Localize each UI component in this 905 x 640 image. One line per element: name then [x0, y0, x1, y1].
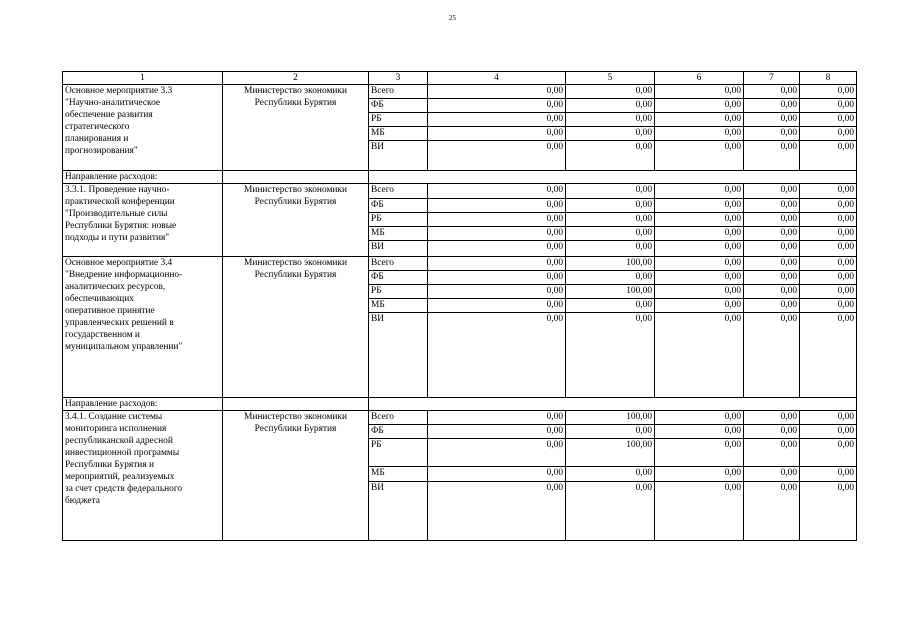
value-cell: 0,00 — [800, 227, 857, 241]
column-number-6: 6 — [655, 72, 744, 85]
value-cell: 0,00 — [744, 213, 800, 227]
table-row — [63, 184, 857, 199]
value-cell: 0,00 — [800, 199, 857, 213]
value-cell: 0,00 — [744, 127, 800, 141]
value-cell: 0,00 — [655, 411, 744, 425]
funding-source: ВИ — [369, 141, 428, 171]
value-cell: 0,00 — [800, 257, 857, 271]
value-cell: 0,00 — [744, 299, 800, 313]
page-number: 25 — [449, 14, 456, 22]
funding-source: ФБ — [369, 271, 428, 285]
value-cell: 0,00 — [428, 257, 566, 271]
funding-source: Всего — [369, 85, 428, 99]
value-cell: 0,00 — [655, 184, 744, 199]
value-cell: 0,00 — [428, 213, 566, 227]
value-cell: 0,00 — [800, 127, 857, 141]
funding-source: РБ — [369, 285, 428, 299]
table-row — [63, 85, 857, 99]
value-cell: 0,00 — [800, 482, 857, 541]
column-number-1: 1 — [63, 72, 223, 85]
column-number-2: 2 — [223, 72, 369, 85]
funding-source: РБ — [369, 213, 428, 227]
section-values-cell — [369, 171, 857, 184]
value-cell: 0,00 — [428, 227, 566, 241]
value-cell: 0,00 — [566, 141, 655, 171]
value-cell: 0,00 — [428, 184, 566, 199]
value-cell: 0,00 — [566, 482, 655, 541]
value-cell: 0,00 — [566, 271, 655, 285]
value-cell: 0,00 — [800, 213, 857, 227]
value-cell: 0,00 — [428, 99, 566, 113]
value-cell: 0,00 — [428, 425, 566, 439]
value-cell: 0,00 — [566, 184, 655, 199]
measure-name: Основное мероприятие 3.4 "Внедрение информационно- аналитических ресурсов, обеспечивающих оперативное принятие управленческих решений в государственном и муниципальном управлении" — [63, 257, 223, 398]
value-cell: 0,00 — [655, 227, 744, 241]
value-cell: 0,00 — [800, 99, 857, 113]
value-cell: 0,00 — [428, 241, 566, 257]
value-cell: 0,00 — [566, 241, 655, 257]
value-cell: 0,00 — [655, 241, 744, 257]
value-cell: 100,00 — [566, 285, 655, 299]
value-cell: 0,00 — [428, 141, 566, 171]
value-cell: 0,00 — [428, 313, 566, 398]
value-cell: 0,00 — [655, 213, 744, 227]
value-cell: 0,00 — [566, 113, 655, 127]
section-organization-cell — [223, 398, 369, 411]
value-cell: 0,00 — [655, 141, 744, 171]
value-cell: 0,00 — [566, 425, 655, 439]
value-cell: 100,00 — [566, 439, 655, 467]
funding-source: ФБ — [369, 99, 428, 113]
column-number-4: 4 — [428, 72, 566, 85]
value-cell: 100,00 — [566, 411, 655, 425]
funding-source: ФБ — [369, 425, 428, 439]
value-cell: 0,00 — [428, 285, 566, 299]
value-cell: 0,00 — [566, 299, 655, 313]
value-cell: 0,00 — [428, 467, 566, 482]
funding-source: ВИ — [369, 482, 428, 541]
value-cell: 0,00 — [800, 411, 857, 425]
section-row — [63, 171, 857, 184]
section-label: Направление расходов: — [63, 398, 223, 411]
value-cell: 0,00 — [428, 127, 566, 141]
value-cell: 0,00 — [744, 113, 800, 127]
budget-table — [62, 71, 857, 541]
value-cell: 0,00 — [800, 241, 857, 257]
value-cell: 0,00 — [655, 467, 744, 482]
value-cell: 0,00 — [428, 411, 566, 425]
table-body — [63, 72, 857, 541]
value-cell: 0,00 — [800, 439, 857, 467]
funding-source: ВИ — [369, 241, 428, 257]
funding-source: Всего — [369, 411, 428, 425]
value-cell: 0,00 — [428, 299, 566, 313]
column-number-5: 5 — [566, 72, 655, 85]
section-label: Направление расходов: — [63, 171, 223, 184]
value-cell: 0,00 — [566, 85, 655, 99]
value-cell: 0,00 — [655, 199, 744, 213]
value-cell: 0,00 — [744, 241, 800, 257]
column-number-row — [63, 72, 857, 85]
value-cell: 0,00 — [744, 482, 800, 541]
value-cell: 0,00 — [800, 184, 857, 199]
value-cell: 0,00 — [800, 271, 857, 285]
column-number-8: 8 — [800, 72, 857, 85]
value-cell: 0,00 — [800, 285, 857, 299]
value-cell: 0,00 — [744, 313, 800, 398]
value-cell: 0,00 — [428, 85, 566, 99]
value-cell: 0,00 — [800, 299, 857, 313]
funding-source: МБ — [369, 127, 428, 141]
value-cell: 0,00 — [800, 141, 857, 171]
value-cell: 0,00 — [566, 199, 655, 213]
value-cell: 0,00 — [800, 425, 857, 439]
value-cell: 0,00 — [744, 85, 800, 99]
value-cell: 0,00 — [744, 257, 800, 271]
value-cell: 0,00 — [428, 113, 566, 127]
value-cell: 0,00 — [744, 425, 800, 439]
value-cell: 0,00 — [428, 482, 566, 541]
organization-name: Министерство экономики Республики Бурятия — [223, 257, 369, 398]
table-row — [63, 257, 857, 271]
value-cell: 0,00 — [655, 425, 744, 439]
measure-name: 3.4.1. Создание системы мониторинга исполнения республиканской адресной инвестиционной программы Республики Бурятия и мероприятий, реализуемых за счет средств федерального бюджета — [63, 411, 223, 541]
funding-source: ФБ — [369, 199, 428, 213]
funding-source: МБ — [369, 467, 428, 482]
value-cell: 0,00 — [655, 85, 744, 99]
section-row — [63, 398, 857, 411]
value-cell: 0,00 — [800, 85, 857, 99]
value-cell: 0,00 — [655, 439, 744, 467]
value-cell: 0,00 — [655, 482, 744, 541]
value-cell: 0,00 — [428, 439, 566, 467]
value-cell: 0,00 — [744, 467, 800, 482]
value-cell: 0,00 — [655, 271, 744, 285]
value-cell: 0,00 — [655, 285, 744, 299]
value-cell: 0,00 — [655, 113, 744, 127]
value-cell: 0,00 — [744, 199, 800, 213]
funding-source: Всего — [369, 257, 428, 271]
column-number-3: 3 — [369, 72, 428, 85]
funding-source: МБ — [369, 299, 428, 313]
value-cell: 0,00 — [744, 141, 800, 171]
value-cell: 0,00 — [566, 127, 655, 141]
funding-source: РБ — [369, 113, 428, 127]
value-cell: 0,00 — [655, 127, 744, 141]
value-cell: 0,00 — [655, 99, 744, 113]
funding-source: РБ — [369, 439, 428, 467]
value-cell: 0,00 — [428, 199, 566, 213]
value-cell: 0,00 — [744, 285, 800, 299]
table-row — [63, 411, 857, 425]
section-organization-cell — [223, 171, 369, 184]
funding-source: Всего — [369, 184, 428, 199]
value-cell: 0,00 — [744, 271, 800, 285]
value-cell: 0,00 — [744, 99, 800, 113]
value-cell: 0,00 — [800, 313, 857, 398]
value-cell: 0,00 — [566, 467, 655, 482]
value-cell: 0,00 — [744, 184, 800, 199]
value-cell: 0,00 — [744, 411, 800, 425]
value-cell: 0,00 — [744, 439, 800, 467]
measure-name: Основное мероприятие 3.3 "Научно-аналитическое обеспечение развития стратегического планирования и прогнозирования" — [63, 85, 223, 171]
organization-name: Министерство экономики Республики Бурятия — [223, 184, 369, 257]
value-cell: 0,00 — [566, 213, 655, 227]
organization-name: Министерство экономики Республики Бурятия — [223, 411, 369, 541]
value-cell: 0,00 — [800, 113, 857, 127]
funding-source: ВИ — [369, 313, 428, 398]
value-cell: 0,00 — [800, 467, 857, 482]
value-cell: 100,00 — [566, 257, 655, 271]
value-cell: 0,00 — [566, 227, 655, 241]
value-cell: 0,00 — [655, 313, 744, 398]
value-cell: 0,00 — [655, 257, 744, 271]
value-cell: 0,00 — [566, 99, 655, 113]
value-cell: 0,00 — [566, 313, 655, 398]
funding-source: МБ — [369, 227, 428, 241]
column-number-7: 7 — [744, 72, 800, 85]
organization-name: Министерство экономики Республики Бурятия — [223, 85, 369, 171]
value-cell: 0,00 — [744, 227, 800, 241]
measure-name: 3.3.1. Проведение научно- практической конференции "Производительные силы Республики Бурятия: новые подходы и пути развития" — [63, 184, 223, 257]
value-cell: 0,00 — [428, 271, 566, 285]
value-cell: 0,00 — [655, 299, 744, 313]
section-values-cell — [369, 398, 857, 411]
